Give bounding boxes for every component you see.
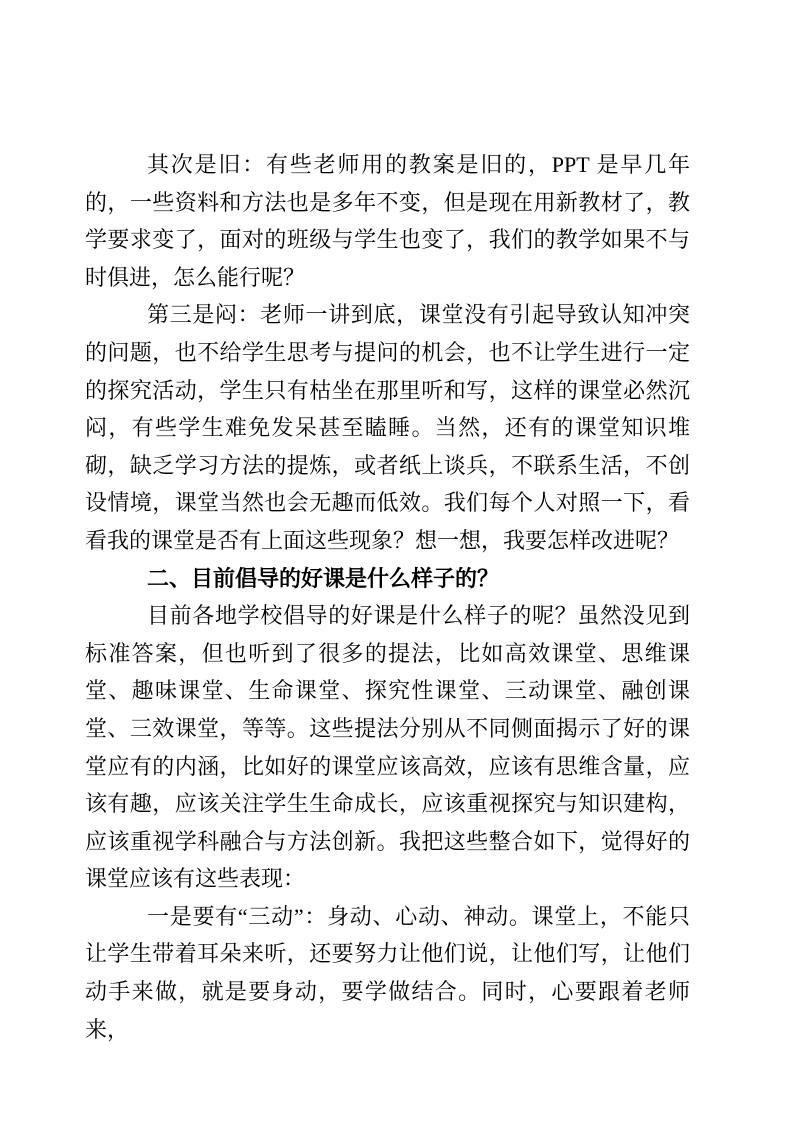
document-content [85, 146, 690, 1048]
paragraph-old-teaching-materials: 其次是旧：有些老师用的教案是旧的，PPT 是早几年的，一些资料和方法也是多年不变，但是现在用新教材了，教学要求变了，面对的班级与学生也变了，我们的教学如果不与时俱进，怎么能行呢？ [85, 152, 690, 290]
section-heading-good-lesson: 二、目前倡导的好课是什么样子的？ [147, 565, 500, 591]
paragraph-good-lesson-concepts: 目前各地学校倡导的好课是什么样子的呢？虽然没见到标准答案，但也听到了很多的提法，比如高效课堂、思维课堂、趣味课堂、生命课堂、探究性课堂、三动课堂、融创课堂、三效课堂，等等。这些提法分别从不同侧面揭示了好的课堂应有的内涵，比如好的课堂应该高效，应该有思维含量，应该有趣，应该关注学生生命成长，应该重视探究与知识建构，应该重视学科融合与方法创新。我把这些整合如下，觉得好的课堂应该有这些表现： [85, 603, 690, 892]
paragraph-three-movements: 一是要有“三动”：身动、心动、神动。课堂上，不能只让学生带着耳朵来听，还要努力让他们说，让他们写，让他们动手来做，就是要身动，要学做结合。同时，心要跟着老师来， [85, 903, 690, 1042]
paragraph-dull-classroom: 第三是闷：老师一讲到底，课堂没有引起导致认知冲突的问题，也不给学生思考与提问的机会，也不让学生进行一定的探究活动，学生只有枯坐在那里听和写，这样的课堂必然沉闷，有些学生难免发呆甚至瞌睡。当然，还有的课堂知识堆砌，缺乏学习方法的提炼，或者纸上谈兵，不联系生活，不创设情境，课堂当然也会无趣而低效。我们每个人对照一下，看看我的课堂是否有上面这些现象？想一想，我要怎样改进呢？ [85, 302, 690, 553]
